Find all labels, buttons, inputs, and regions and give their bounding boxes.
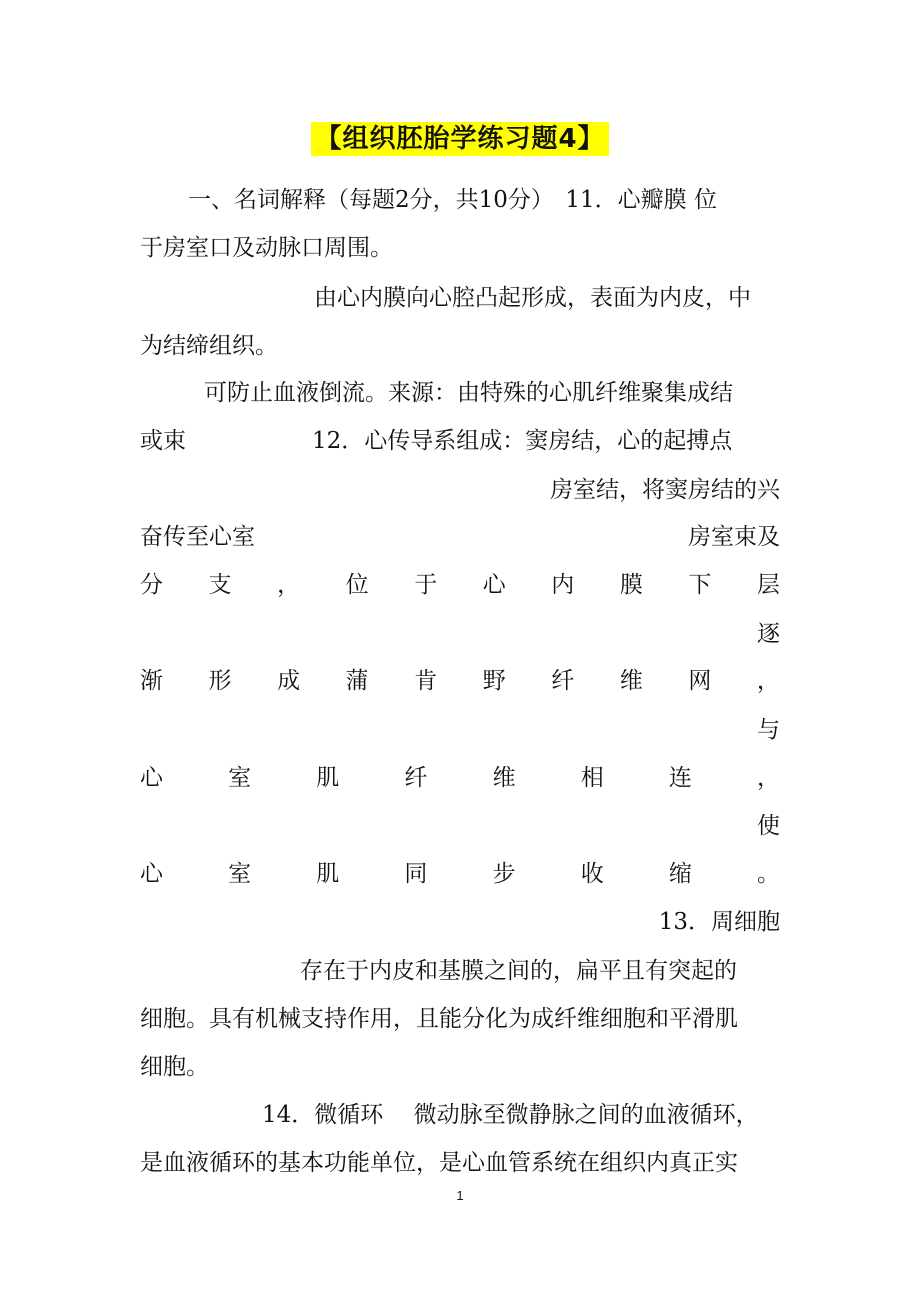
- char: 分: [140, 572, 163, 598]
- text-line-19: 细胞。: [140, 1054, 209, 1080]
- text-line-11: [140, 666, 780, 696]
- char: 形: [208, 668, 232, 694]
- char: 于: [414, 572, 438, 598]
- text-line-6a: 或束: [140, 428, 186, 454]
- text-line-18: 细胞。具有机械支持作用，且能分化为成纤维细胞和平滑肌: [140, 1006, 738, 1032]
- char: 同: [404, 861, 428, 887]
- char: 纤: [404, 765, 428, 791]
- char: ，: [277, 572, 301, 598]
- char: 维: [492, 765, 516, 791]
- text-line-20: 14．微循环 微动脉至微静脉之间的血液循环，: [262, 1102, 759, 1128]
- text-line-17: 存在于内皮和基膜之间的，扁平且有突起的: [300, 958, 737, 984]
- char: 网: [688, 668, 712, 694]
- text-line-8a: 奋传至心室: [140, 524, 255, 550]
- text-line-13: [140, 763, 780, 793]
- char: 缩: [668, 861, 692, 887]
- char: 肌: [316, 765, 340, 791]
- char: 层: [756, 572, 780, 598]
- char: 步: [492, 861, 516, 887]
- char: 下: [688, 572, 712, 598]
- text-line-7: 房室结，将窦房结的兴: [550, 477, 780, 503]
- text-line-16: 13．周细胞: [658, 909, 780, 935]
- title-highlight: 【组织胚胎学练习题4】: [311, 122, 608, 156]
- text-line-21: 是血液循环的基本功能单位，是心血管系统在组织内真正实: [140, 1150, 738, 1176]
- text-line-8b: 房室束及: [688, 524, 780, 550]
- page-number: 1: [456, 1188, 464, 1203]
- char: 心: [482, 572, 506, 598]
- text-line-14: 使: [757, 813, 780, 839]
- char: 野: [482, 668, 506, 694]
- char: 位: [345, 572, 369, 598]
- char: 肌: [316, 861, 340, 887]
- char: 室: [228, 765, 252, 791]
- char: ，: [756, 668, 780, 694]
- document-title: [0, 118, 920, 155]
- text-line-6b: 12．心传导系组成：窦房结，心的起搏点: [312, 428, 733, 454]
- char: 连: [668, 765, 692, 791]
- char: 支: [208, 572, 232, 598]
- text-line-4: 为结缔组织。: [140, 333, 278, 359]
- char: 收: [580, 861, 604, 887]
- char: 心: [140, 765, 163, 791]
- text-line-12: 与: [757, 717, 780, 743]
- text-line-15: [140, 859, 780, 889]
- char: ，: [756, 765, 780, 791]
- text-line-1: 一、名词解释（每题2分，共10分） 11．心瓣膜 位: [188, 187, 717, 213]
- char: 纤: [551, 668, 575, 694]
- char: 相: [580, 765, 604, 791]
- text-line-2: 于房室口及动脉口周围。: [140, 235, 393, 261]
- text-line-3: 由心内膜向心腔凸起形成，表面为内皮，中: [314, 285, 751, 311]
- char: 心: [140, 861, 163, 887]
- text-line-10: 逐: [757, 621, 780, 647]
- char: 肯: [414, 668, 438, 694]
- text-line-5: 可防止血液倒流。来源：由特殊的心肌纤维聚集成结: [204, 380, 733, 406]
- text-line-9: [140, 570, 780, 600]
- char: 渐: [140, 668, 163, 694]
- char: 维: [619, 668, 643, 694]
- char: 膜: [619, 572, 643, 598]
- char: 蒲: [345, 668, 369, 694]
- char: 。: [756, 861, 780, 887]
- char: 内: [551, 572, 575, 598]
- char: 成: [277, 668, 301, 694]
- char: 室: [228, 861, 252, 887]
